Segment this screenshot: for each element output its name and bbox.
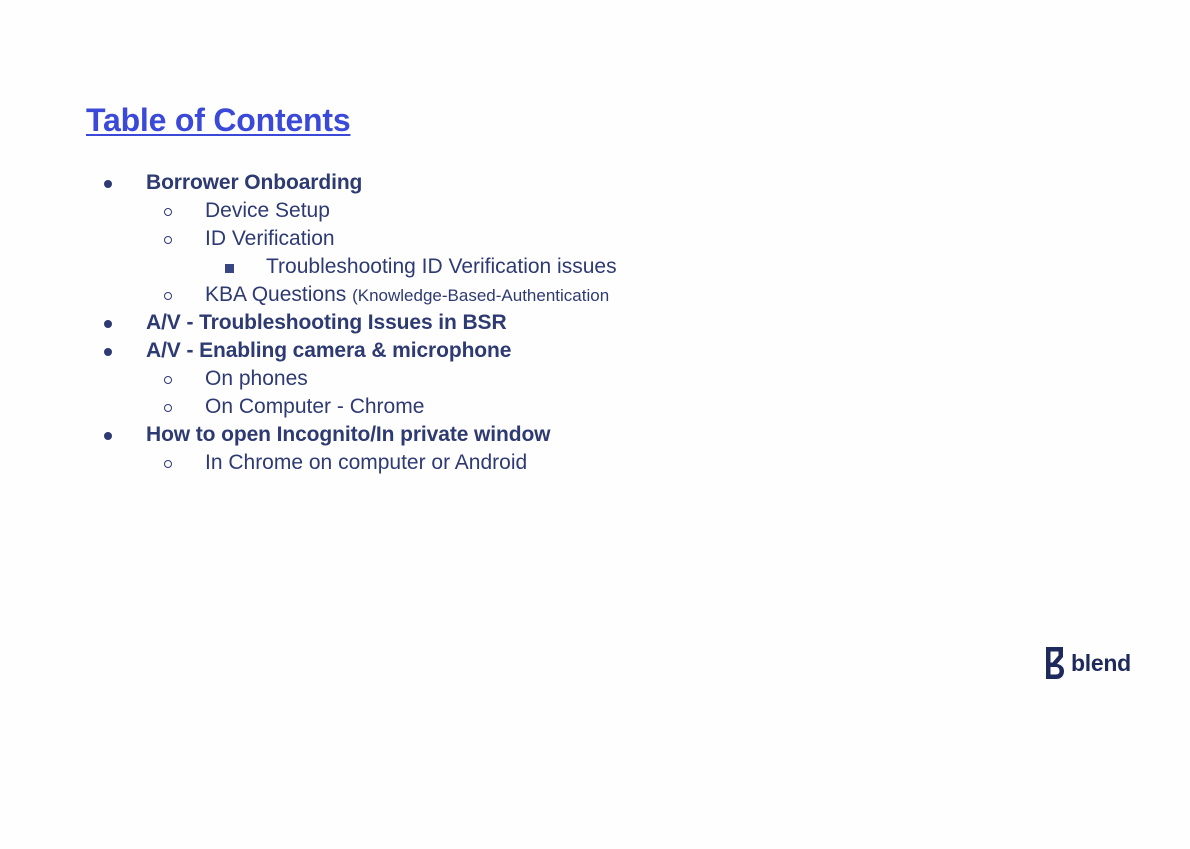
toc-item-label: A/V - Troubleshooting Issues in BSR <box>146 311 507 334</box>
toc-item-label: On Computer - Chrome <box>205 395 425 418</box>
hollow-circle-bullet <box>164 393 172 421</box>
toc-item-av-enabling-camera[interactable] <box>0 337 900 365</box>
toc-item-label: How to open Incognito/In private window <box>146 423 551 446</box>
hollow-circle-bullet <box>164 449 172 477</box>
hollow-circle-bullet <box>164 225 172 253</box>
toc-item-label: ID Verification <box>205 227 335 250</box>
toc-item-label: A/V - Enabling camera & microphone <box>146 339 512 362</box>
toc-item-borrower-onboarding[interactable] <box>0 169 900 197</box>
toc-item-on-computer-chrome[interactable] <box>0 393 900 421</box>
toc-item-chrome-computer-android[interactable] <box>0 449 900 477</box>
blend-logo <box>1043 644 1131 682</box>
toc-item-label: Troubleshooting ID Verification issues <box>266 255 617 278</box>
toc-item-id-verification[interactable] <box>0 225 900 253</box>
filled-circle-bullet <box>104 169 112 197</box>
toc-title-link[interactable]: Table of Contents <box>86 102 351 138</box>
toc-item-device-setup[interactable] <box>0 197 900 225</box>
hollow-circle-bullet <box>164 365 172 393</box>
filled-circle-bullet <box>104 421 112 449</box>
hollow-circle-bullet <box>164 197 172 225</box>
toc-item-incognito-window[interactable] <box>0 421 900 449</box>
toc-item-on-phones[interactable] <box>0 365 900 393</box>
toc-item-label: In Chrome on computer or Android <box>205 451 528 474</box>
hollow-circle-bullet <box>164 281 172 309</box>
square-bullet <box>225 253 234 281</box>
filled-circle-bullet <box>104 337 112 365</box>
toc-item-troubleshooting-id-verification[interactable] <box>0 253 900 281</box>
toc-item-label: Device Setup <box>205 199 330 222</box>
toc-item-kba-questions[interactable] <box>0 281 900 309</box>
blend-logo-text: blend <box>1071 649 1131 676</box>
table-of-contents <box>0 169 900 477</box>
toc-item-label: KBA Questions <box>205 283 347 306</box>
toc-item-label: Borrower Onboarding <box>146 171 363 194</box>
toc-item-note: (Knowledge-Based-Authentication <box>352 286 610 305</box>
blend-logo-icon <box>1043 644 1067 682</box>
toc-item-label: On phones <box>205 367 308 390</box>
filled-circle-bullet <box>104 309 112 337</box>
toc-item-av-troubleshooting[interactable] <box>0 309 900 337</box>
